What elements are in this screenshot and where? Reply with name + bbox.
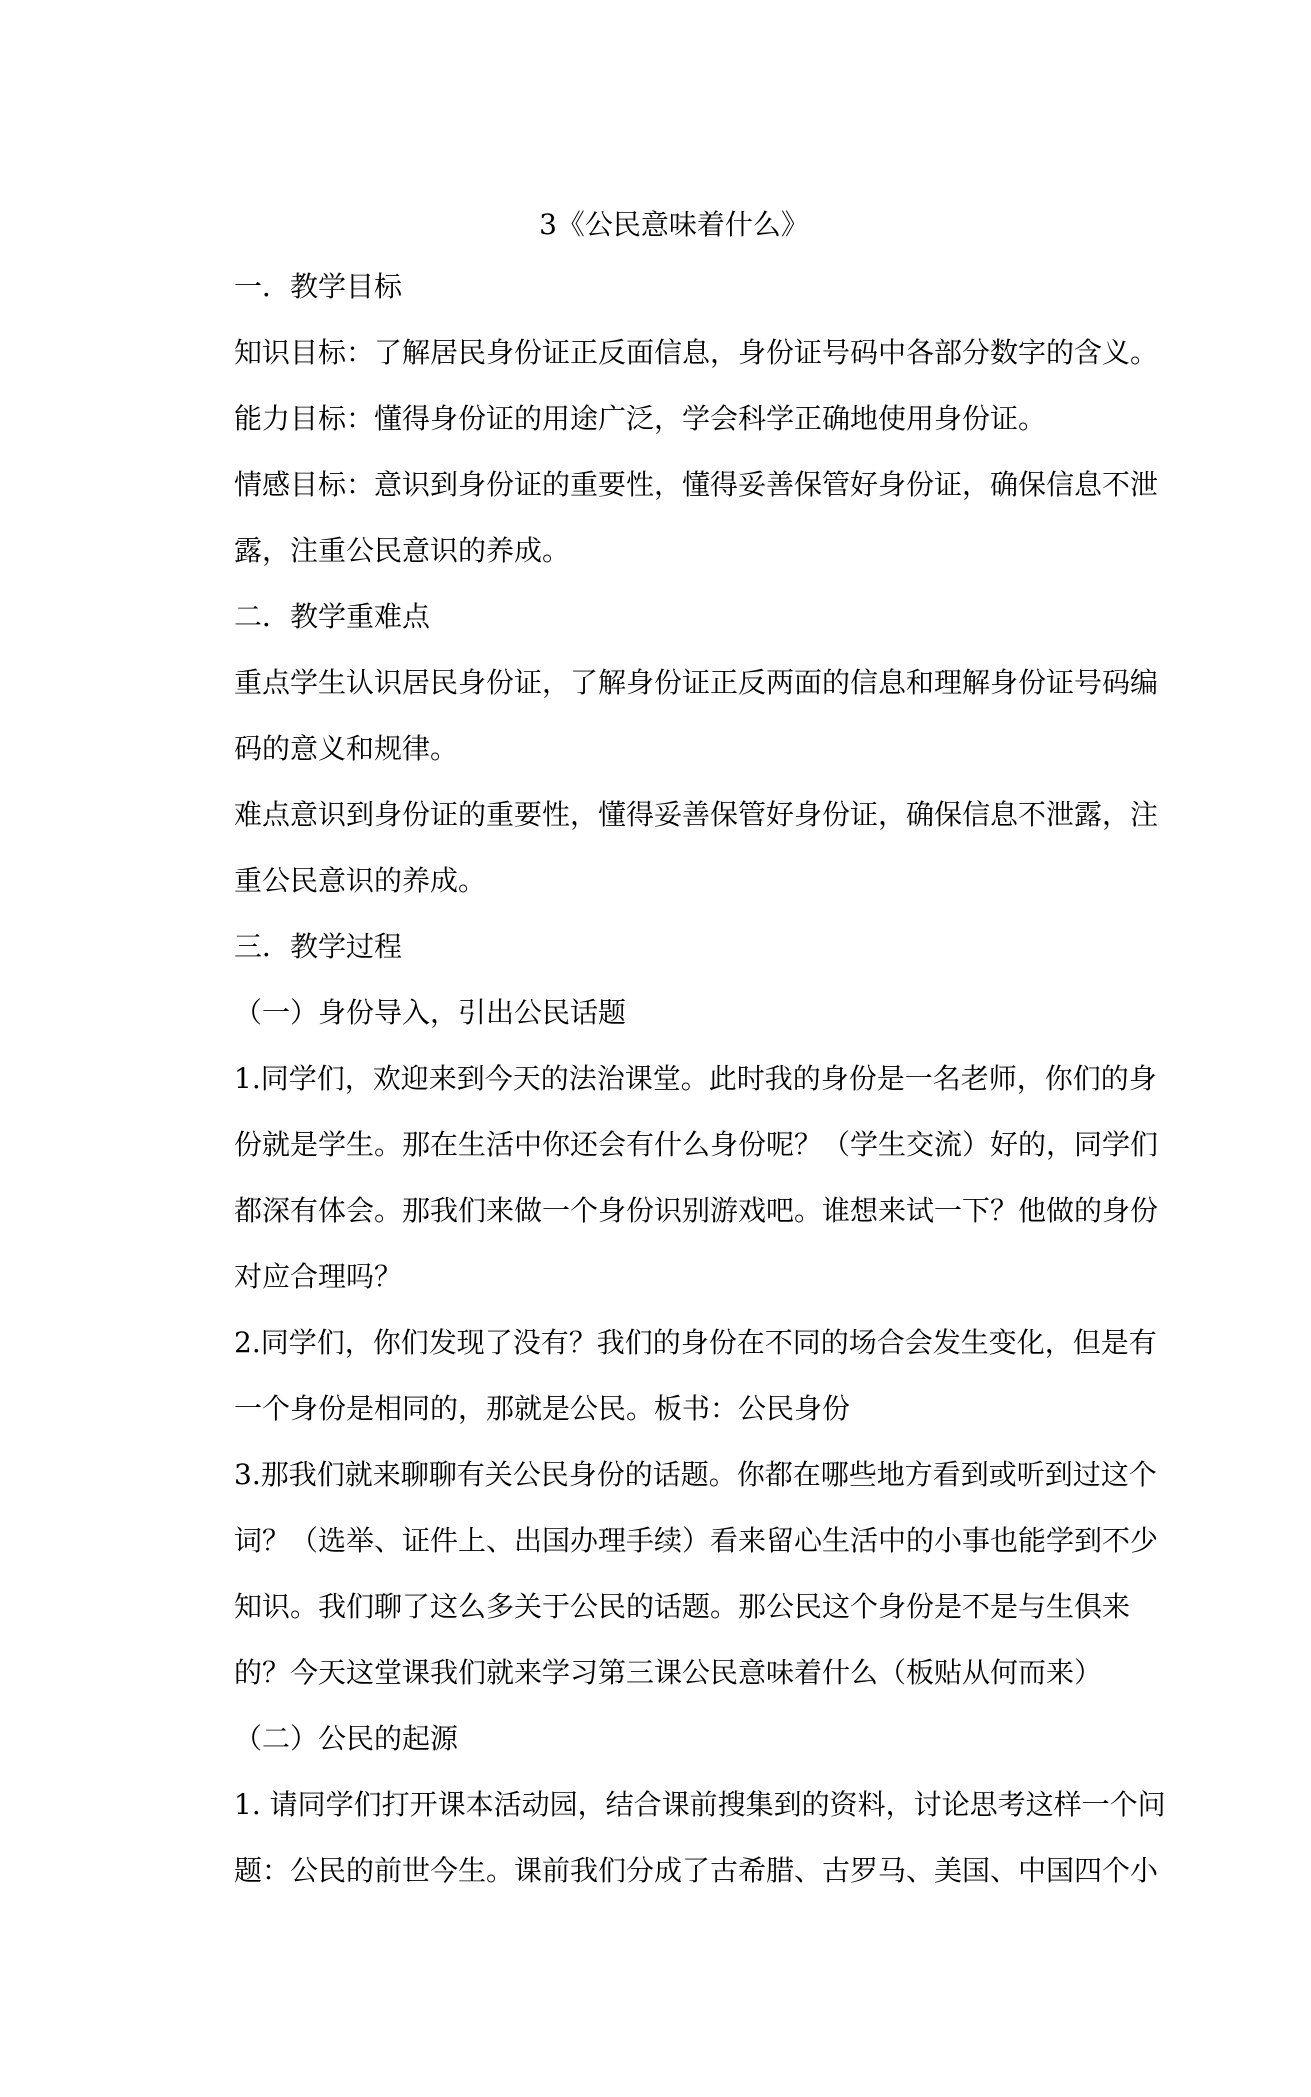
section-heading-key-points: 二．教学重难点 — [234, 600, 431, 633]
paragraph-line: 知识目标：了解居民身份证正反面信息，身份证号码中各部分数字的含义。 — [234, 336, 1159, 369]
paragraph-line: 词？（选举、证件上、出国办理手续）看来留心生活中的小事也能学到不少 — [234, 1524, 1159, 1557]
paragraph-line: 情感目标：意识到身份证的重要性，懂得妥善保管好身份证，确保信息不泄 — [234, 468, 1159, 501]
paragraph-line: 1. 请同学们打开课本活动园，结合课前搜集到的资料，讨论思考这样一个问 — [234, 1788, 1166, 1821]
paragraph-line: 2.同学们，你们发现了没有？我们的身份在不同的场合会发生变化，但是有 — [234, 1326, 1157, 1359]
paragraph-line: 都深有体会。那我们来做一个身份识别游戏吧。谁想来试一下？他做的身份 — [234, 1194, 1159, 1227]
section-heading-process: 三．教学过程 — [234, 930, 403, 963]
paragraph-line: 码的意义和规律。 — [234, 732, 459, 765]
paragraph-line: 题：公民的前世今生。课前我们分成了古希腊、古罗马、美国、中国四个小 — [234, 1854, 1159, 1887]
paragraph-line: 的？今天这堂课我们就来学习第三课公民意味着什么（板贴从何而来） — [234, 1656, 1103, 1689]
paragraph-line: 份就是学生。那在生活中你还会有什么身份呢？（学生交流）好的，同学们 — [234, 1128, 1159, 1161]
paragraph-line: 露，注重公民意识的养成。 — [234, 534, 571, 567]
paragraph-line: 3.那我们就来聊聊有关公民身份的话题。你都在哪些地方看到或听到过这个 — [234, 1458, 1157, 1491]
section-heading-objectives: 一．教学目标 — [234, 270, 403, 303]
paragraph-line: 重公民意识的养成。 — [234, 864, 487, 897]
paragraph-line: 1.同学们，欢迎来到今天的法治课堂。此时我的身份是一名老师，你们的身 — [234, 1062, 1157, 1095]
paragraph-line: 对应合理吗？ — [234, 1260, 403, 1293]
subsection-heading: （一）身份导入，引出公民话题 — [234, 996, 627, 1029]
paragraph-line: 能力目标：懂得身份证的用途广泛，学会科学正确地使用身份证。 — [234, 402, 1047, 435]
subsection-heading: （二）公民的起源 — [234, 1722, 459, 1755]
paragraph-line: 一个身份是相同的，那就是公民。板书：公民身份 — [234, 1392, 851, 1425]
paragraph-line: 重点学生认识居民身份证，了解身份证正反两面的信息和理解身份证号码编 — [234, 666, 1159, 699]
paragraph-line: 知识。我们聊了这么多关于公民的话题。那公民这个身份是不是与生俱来 — [234, 1590, 1131, 1623]
lesson-title: 3《公民意味着什么》 — [539, 208, 809, 241]
paragraph-line: 难点意识到身份证的重要性，懂得妥善保管好身份证，确保信息不泄露，注 — [234, 798, 1159, 831]
